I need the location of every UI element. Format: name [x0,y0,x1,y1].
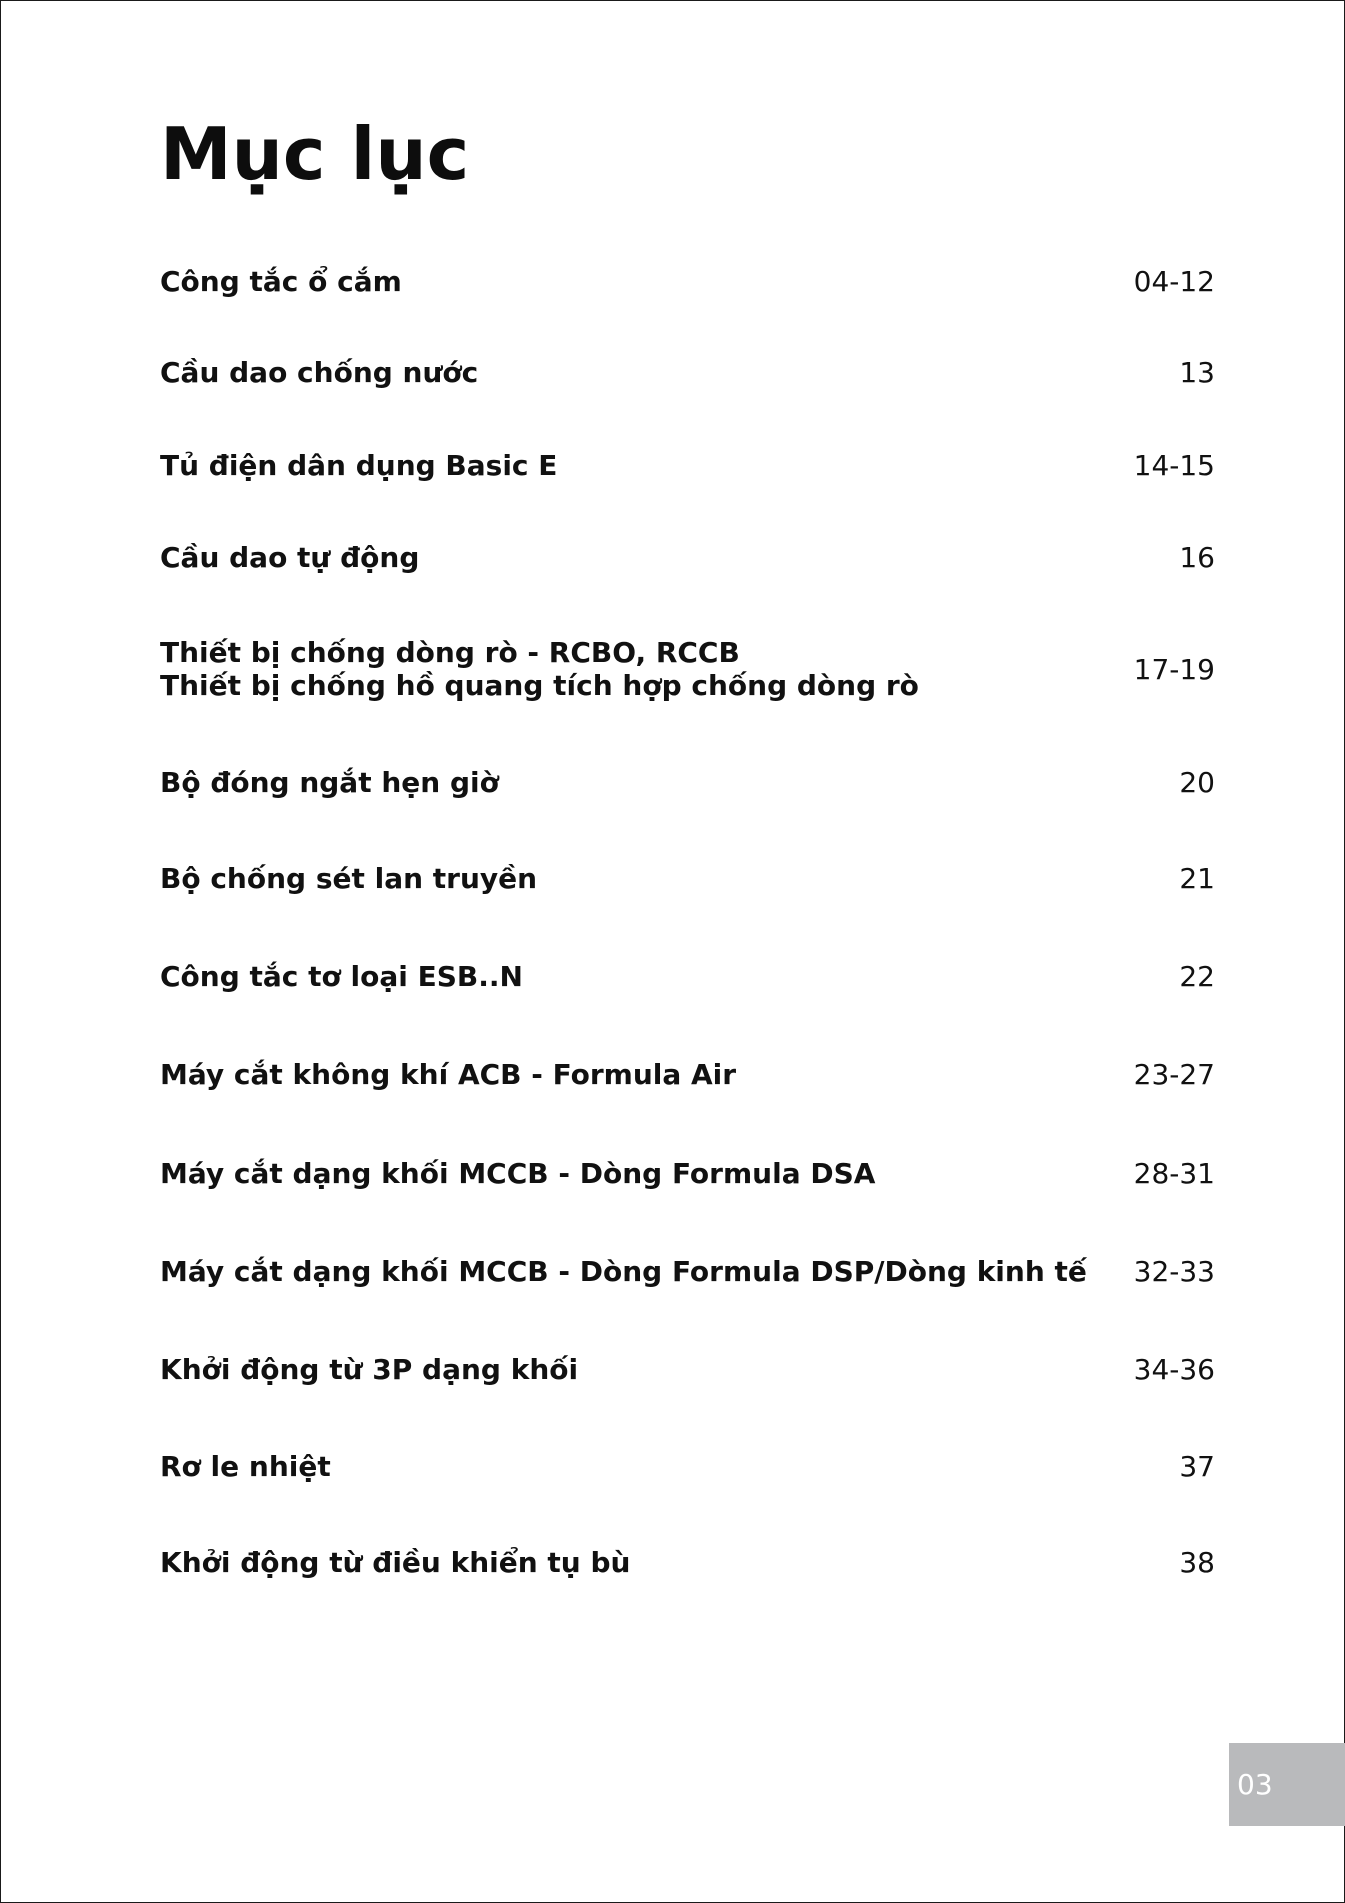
toc-entry-label-multiline [160,636,919,702]
toc-entry-page: 04-12 [1133,265,1215,298]
toc-entry-label: Máy cắt dạng khối MCCB - Dòng Formula DSP/Dòng kinh tế [160,1255,1087,1288]
toc-entry-mccb-dsp[interactable] [160,1255,1215,1288]
toc-entry-label: Tủ điện dân dụng Basic E [160,449,558,482]
toc-entry-label-line2: Thiết bị chống hồ quang tích hợp chống dòng rò [160,669,919,702]
toc-entry-acb[interactable] [160,1058,1215,1091]
toc-entry-page: 21 [1179,862,1215,895]
toc-entry-motor-starter[interactable] [160,1353,1215,1386]
page-title: Mục lục [160,112,470,196]
toc-entry-page: 17-19 [1133,652,1215,686]
toc-entry-capacitor-contactor[interactable] [160,1546,1215,1579]
toc-entry-page: 20 [1179,766,1215,799]
toc-entry-page: 16 [1179,541,1215,574]
toc-entry-switches-sockets[interactable] [160,265,1215,298]
toc-entry-label-line1: Thiết bị chống dòng rò - RCBO, RCCB [160,636,740,669]
toc-entry-waterproof-breaker[interactable] [160,356,1215,389]
toc-entry-page: 14-15 [1133,449,1215,482]
page-number: 03 [1237,1768,1273,1801]
toc-entry-page: 13 [1179,356,1215,389]
toc-entry-page: 23-27 [1133,1058,1215,1091]
toc-entry-surge-protector[interactable] [160,862,1215,895]
toc-entry-label: Công tắc ổ cắm [160,265,402,298]
toc-entry-thermal-relay[interactable] [160,1450,1215,1483]
toc-entry-label: Cầu dao tự động [160,541,420,574]
toc-entry-mccb-dsa[interactable] [160,1157,1215,1190]
toc-entry-label: Khởi động từ 3P dạng khối [160,1353,579,1386]
toc-entry-page: 32-33 [1133,1255,1215,1288]
toc-entry-page: 34-36 [1133,1353,1215,1386]
toc-entry-label: Cầu dao chống nước [160,356,479,389]
toc-entry-label: Bộ đóng ngắt hẹn giờ [160,766,499,799]
toc-entry-page: 37 [1179,1450,1215,1483]
toc-entry-label: Rơ le nhiệt [160,1450,331,1483]
toc-entry-page: 28-31 [1133,1157,1215,1190]
toc-entry-label: Bộ chống sét lan truyền [160,862,538,895]
toc-entry-residual-current-devices[interactable] [160,636,1215,702]
toc-entry-page: 22 [1179,960,1215,993]
toc-entry-automatic-breaker[interactable] [160,541,1215,574]
toc-entry-timer-switch[interactable] [160,766,1215,799]
toc-entry-label: Máy cắt không khí ACB - Formula Air [160,1058,737,1091]
toc-entry-label: Khởi động từ điều khiển tụ bù [160,1546,631,1579]
toc-entry-label: Công tắc tơ loại ESB..N [160,960,523,993]
toc-entry-page: 38 [1179,1546,1215,1579]
page-number-badge [1229,1743,1345,1826]
toc-entry-distribution-board[interactable] [160,449,1215,482]
toc-entry-label: Máy cắt dạng khối MCCB - Dòng Formula DSA [160,1157,876,1190]
toc-entry-contactor[interactable] [160,960,1215,993]
